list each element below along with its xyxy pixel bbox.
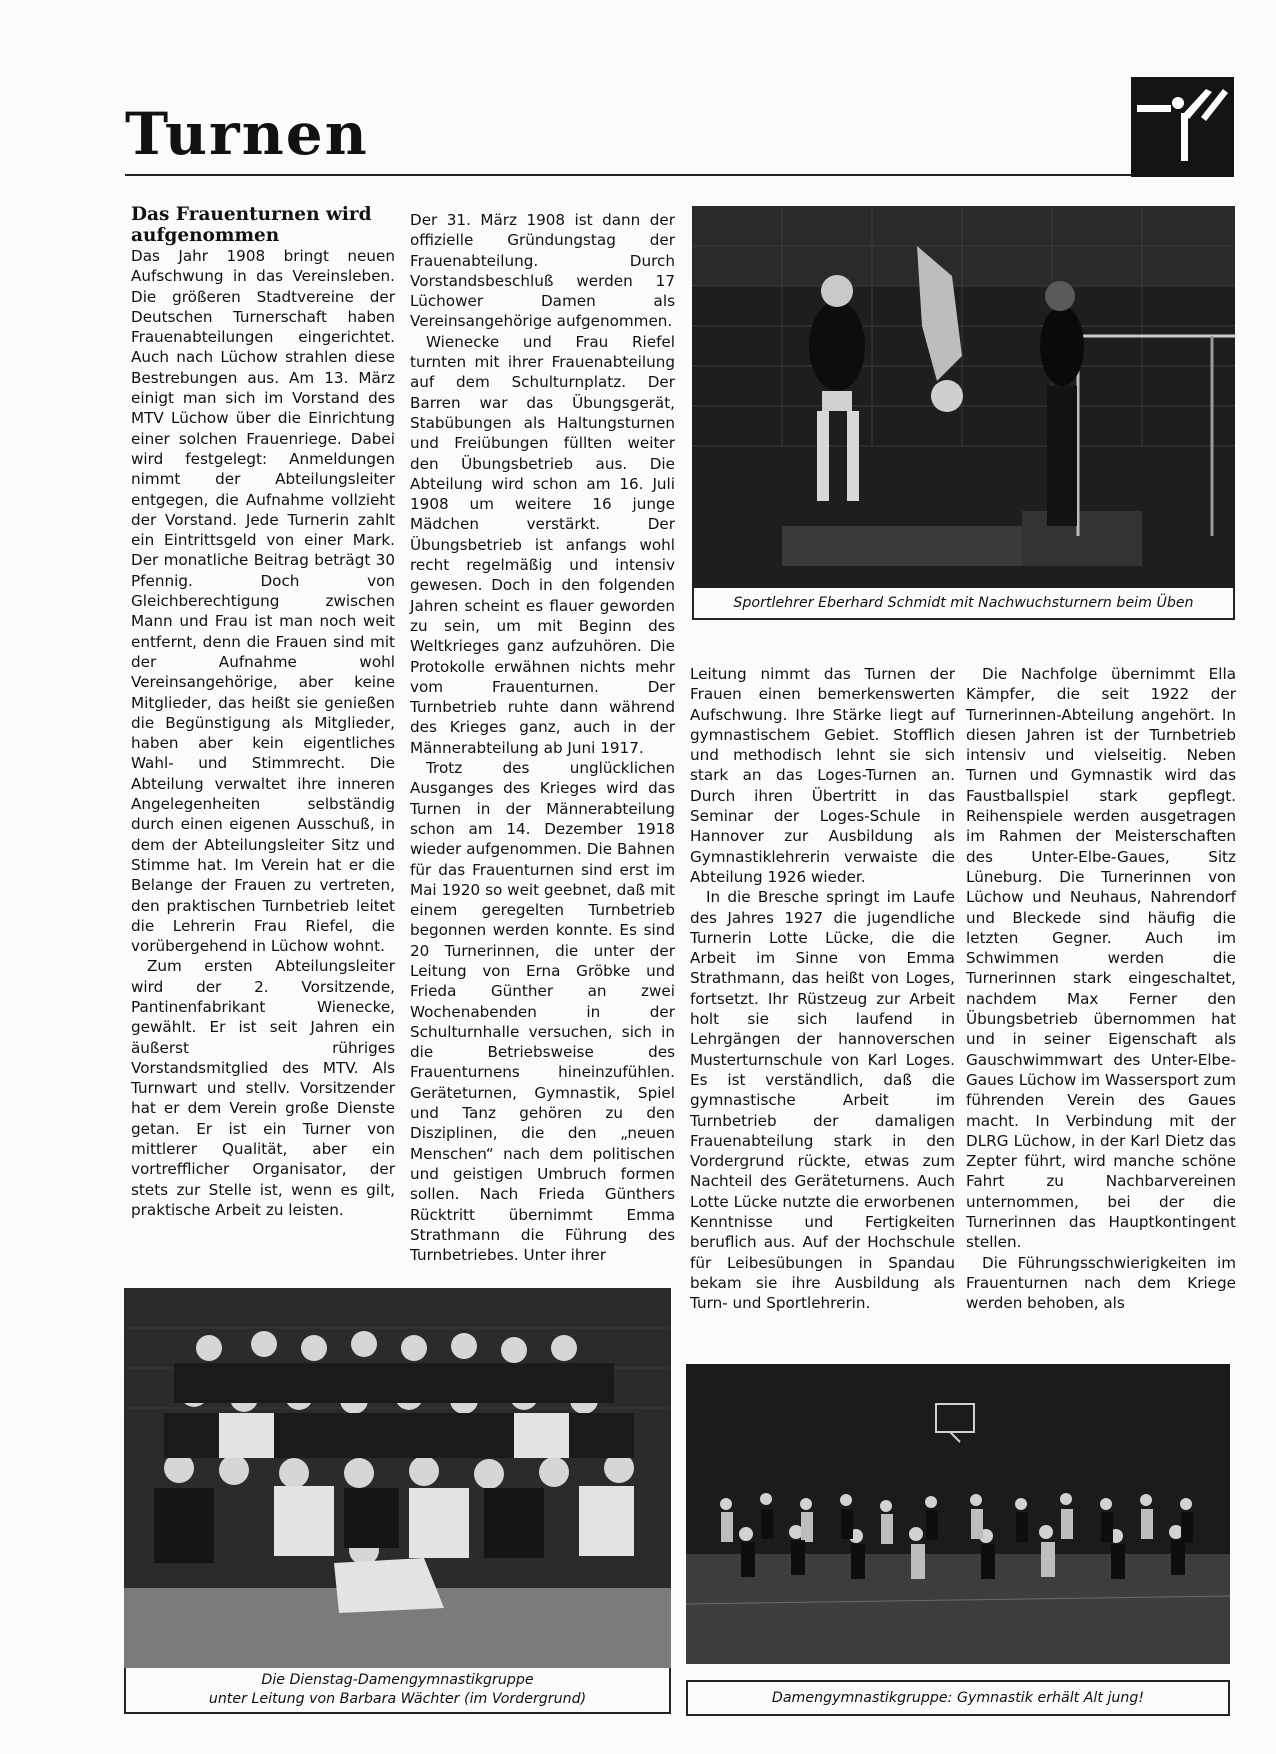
- paragraph: Trotz des unglücklichen Ausganges des Krieges wird das Turnen in der Männerabteilung schon am 14. Dezember 1918 wieder aufgenommen. Die Bahnen für das Frauenturnen sind erst im Mai 1920 so weit geebnet, daß mit einem geregelten Turnbetrieb begonnen werden konnte. Es sind 20 Turnerinnen, die unter der Leitung von Erna Gröbke und Frieda Günther an zwei Wochenabenden in der Schulturnhalle versuchen, sich in die Betriebsweise des Frauenturnens hineinzufühlen. Geräteturnen, Gymnastik, Spiel und Tanz gehören zu den Disziplinen, die den „neuen Menschen“ nach dem politischen und geistigen Umbruch formen sollen. Nach Frieda Günthers Rücktritt übernimmt Emma Strathmann die Führung des Turnbetriebes. Unter ihrer: [410, 759, 675, 1265]
- article-column-2: [410, 210, 675, 1265]
- article-column-4: [966, 664, 1236, 1314]
- paragraph: Zum ersten Abteilungsleiter wird der 2. Vorsitzende, Pantinenfabrikant Wienecke, gewählt. Er ist seit Jahren ein äußerst rühriges Vorstandsmitglied des MTV. Als Turnwart und stellv. Vorsitzender hat er dem Verein große Dienste getan. Er ist ein Turner von mittlerer Qualität, aber ein vortrefflicher Organisator, der stets zur Stelle ist, wenn es gilt, praktische Arbeit zu leisten.: [131, 957, 395, 1219]
- paragraph: Der 31. März 1908 ist dann der offizielle Gründungstag der Frauenabteilung. Durch Vorstandsbeschluß werden 17 Lüchower Damen als Vereinsangehörige aufgenommen.: [410, 211, 675, 331]
- paragraph: In die Bresche springt im Laufe des Jahres 1927 die jugendliche Turnerin Lotte Lücke, die die Arbeit im Sinne von Emma Strathmann, das heißt von Loges, fortsetzt. Ihr Rüstzeug zur Arbeit holt sie sich laufend in Lehrgängen der hannoverschen Musterturnschule von Karl Loges. Es ist verständlich, daß die gymnastische Arbeit im Turnbetrieb der damaligen Frauenabteilung stark in den Vordergrund rückte, etwas zum Nachteil des Geräteturnens. Auch Lotte Lücke nutzte die erworbenen Kenntnisse und Fertigkeiten beruflich aus. Auf der Hochschule für Leibesübungen in Spandau bekam sie ihre Ausbildung als Turn- und Sportlehrerin.: [690, 888, 955, 1313]
- caption-text: Damengymnastikgruppe: Gymnastik erhält Alt jung!: [771, 1689, 1145, 1706]
- photo-caption: [686, 1680, 1230, 1716]
- article-column-3: [690, 664, 955, 1314]
- photo-gymnastics-bar: [692, 206, 1235, 588]
- caption-text: unter Leitung von Barbara Wächter (im Vordergrund): [208, 1691, 587, 1707]
- article-column-1: [131, 204, 395, 1220]
- caption-text: Sportlehrer Eberhard Schmidt mit Nachwuchsturnern beim Üben: [733, 594, 1194, 611]
- photo-gym-hall: [686, 1364, 1230, 1664]
- header-rule: [125, 174, 1135, 176]
- section-heading: Das Frauenturnen wird aufgenommen: [131, 204, 372, 246]
- paragraph: Leitung nimmt das Turnen der Frauen einen bemerkenswerten Aufschwung. Ihre Stärke liegt auf gymnastischem Gebiet. Stofflich und methodisch lehnt sie sich stark an das Loges-Turnen an. Durch ihren Übertritt in das Seminar der Loges-Schule in Hannover zur Ausbildung als Gymnastiklehrerin verwaiste die Abteilung 1926 wieder.: [690, 665, 955, 886]
- photo-caption: [692, 588, 1235, 620]
- gymnast-icon: [1131, 77, 1234, 177]
- caption-text: Die Dienstag-Damengymnastikgruppe: [261, 1672, 534, 1688]
- page-title: Turnen: [125, 100, 369, 168]
- photo-caption: [124, 1668, 671, 1714]
- photo-group: [124, 1288, 671, 1668]
- paragraph: Die Nachfolge übernimmt Ella Kämpfer, die seit 1922 der Turnerinnen-Abteilung angehört. In diesen Jahren ist der Turnbetrieb intensiv und vielseitig. Neben Turnen und Gymnastik wird das Faustballspiel stark gepflegt. Reihenspiele werden ausgetragen im Rahmen der Meisterschaften des Unter-Elbe-Gaues, Sitz Lüneburg. Die Turnerinnen von Lüchow und Neuhaus, Nahrendorf und Bleckede sind häufig die letzten Gegner. Auch im Schwimmen werden die Turnerinnen stark eingeschaltet, nachdem Max Ferner den Übungsbetrieb übernommen hat und in seiner Eigenschaft als Gauschwimmwart des Unter-Elbe-Gaues Lüchow im Wassersport zum führenden Verein des Gaues macht. In Verbindung mit der DLRG Lüchow, in der Karl Dietz das Zepter führt, wird manche schöne Fahrt zu Nachbarvereinen unternommen, bei der die Turnerinnen das Hauptkontingent stellen.: [966, 665, 1236, 1252]
- paragraph: Wienecke und Frau Riefel turnten mit ihrer Frauenabteilung auf dem Schulturnplatz. Der Barren war das Übungsgerät, Stabübungen als Haltungsturnen und Freiübungen füllten weiter den Übungsbetrieb aus. Die Abteilung wird schon am 16. Juli 1908 um weitere 16 junge Mädchen verstärkt. Der Übungsbetrieb ist anfangs wohl recht regelmäßig und intensiv gewesen. Doch in den folgenden Jahren scheint es flauer geworden zu sein, um mit Beginn des Weltkrieges ganz aufzuhören. Die Protokolle erwähnen nichts mehr vom Frauenturnen. Der Turnbetrieb ruhte dann während des Krieges ganz, auch in der Männerabteilung ab Juni 1917.: [410, 332, 675, 757]
- paragraph: Die Führungsschwierigkeiten im Frauenturnen nach dem Kriege werden behoben, als: [966, 1253, 1236, 1313]
- paragraph: Das Jahr 1908 bringt neuen Aufschwung in das Vereinsleben. Die größeren Stadtvereine der Deutschen Turnerschaft haben Frauenabteilungen eingerichtet. Auch nach Lüchow strahlen diese Bestrebungen aus. Am 13. März einigt man sich im Vorstand des MTV Lüchow über die Einrichtung einer solchen Frauenriege. Dabei wird festgelegt: Anmeldungen nimmt der Abteilungsleiter entgegen, die Aufnahme vollzieht der Vorstand. Jede Turnerin zahlt ein Eintrittsgeld von einer Mark. Der monatliche Beitrag beträgt 30 Pfennig. Doch von Gleichberechtigung zwischen Mann und Frau ist man noch weit entfernt, denn die Frauen sind mit der Aufnahme wohl Vereinsangehörige, aber keine Mitglieder, das heißt sie genießen die Begünstigung als Mitglieder, haben aber kein eigentliches Wahl- und Stimmrecht. Die Abteilung verwaltet ihre inneren Angelegenheiten selbständig durch einen eigenen Ausschuß, in dem der Abteilungsleiter Sitz und Stimme hat. Im Verein hat er die Belange der Frauen zu vertreten, den praktischen Turnbetrieb leitet die Lehrerin Frau Riefel, die vorübergehend in Lüchow wohnt.: [131, 247, 395, 956]
